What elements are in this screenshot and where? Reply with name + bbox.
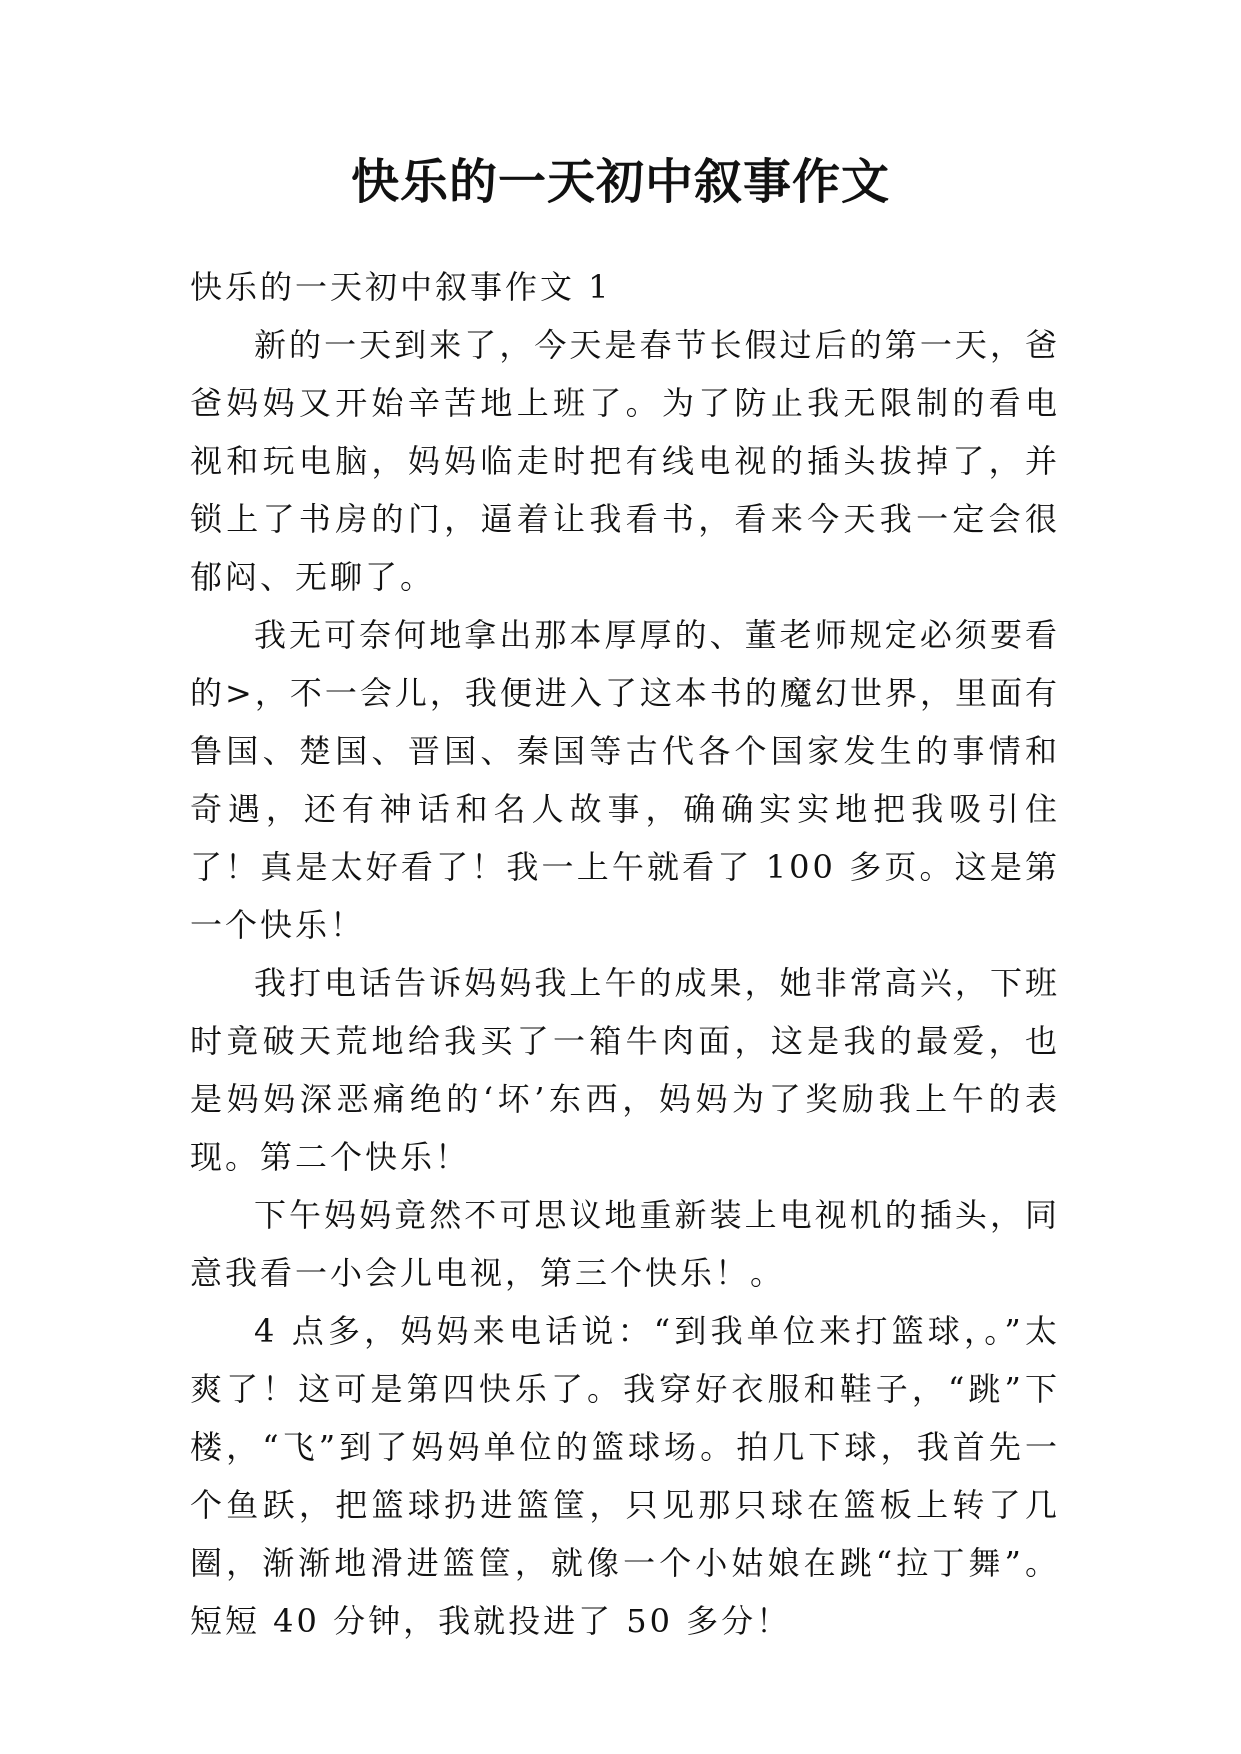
paragraph-2: 我无可奈何地拿出那本厚厚的、董老师规定必须要看的>，不一会儿，我便进入了这本书的魔幻世界，里面有鲁国、楚国、晋国、秦国等古代各个国家发生的事情和奇遇，还有神话和名人故事，确确实实地把我吸引住了！真是太好看了！我一上午就看了 100 多页。这是第一个快乐！ [190,616,1060,944]
paragraph-5: 4 点多，妈妈来电话说：“到我单位来打篮球，。”太爽了！这可是第四快乐了。我穿好衣服和鞋子，“跳”下楼，“飞”到了妈妈单位的篮球场。拍几下球，我首先一个鱼跃，把篮球扔进篮筐，只见那只球在篮板上转了几圈，渐渐地滑进篮筐，就像一个小姑娘在跳“拉丁舞”。短短 40 分钟，我就投进了 50 多分！ [190,1312,1060,1640]
document-title: 快乐的一天初中叙事作文 [350,154,890,210]
paragraph-4: 下午妈妈竟然不可思议地重新装上电视机的插头，同意我看一小会儿电视，第三个快乐！。 [190,1196,1060,1292]
document-body [190,258,1060,1650]
paragraph-3: 我打电话告诉妈妈我上午的成果，她非常高兴，下班时竟破天荒地给我买了一箱牛肉面，这是我的最爱，也是妈妈深恶痛绝的‘坏’东西，妈妈为了奖励我上午的表现。第二个快乐！ [190,964,1060,1176]
section-heading: 快乐的一天初中叙事作文 1 [190,268,612,306]
paragraph-1: 新的一天到来了，今天是春节长假过后的第一天，爸爸妈妈又开始辛苦地上班了。为了防止我无限制的看电视和玩电脑，妈妈临走时把有线电视的插头拔掉了，并锁上了书房的门，逼着让我看书，看来今天我一定会很郁闷、无聊了。 [190,326,1060,596]
